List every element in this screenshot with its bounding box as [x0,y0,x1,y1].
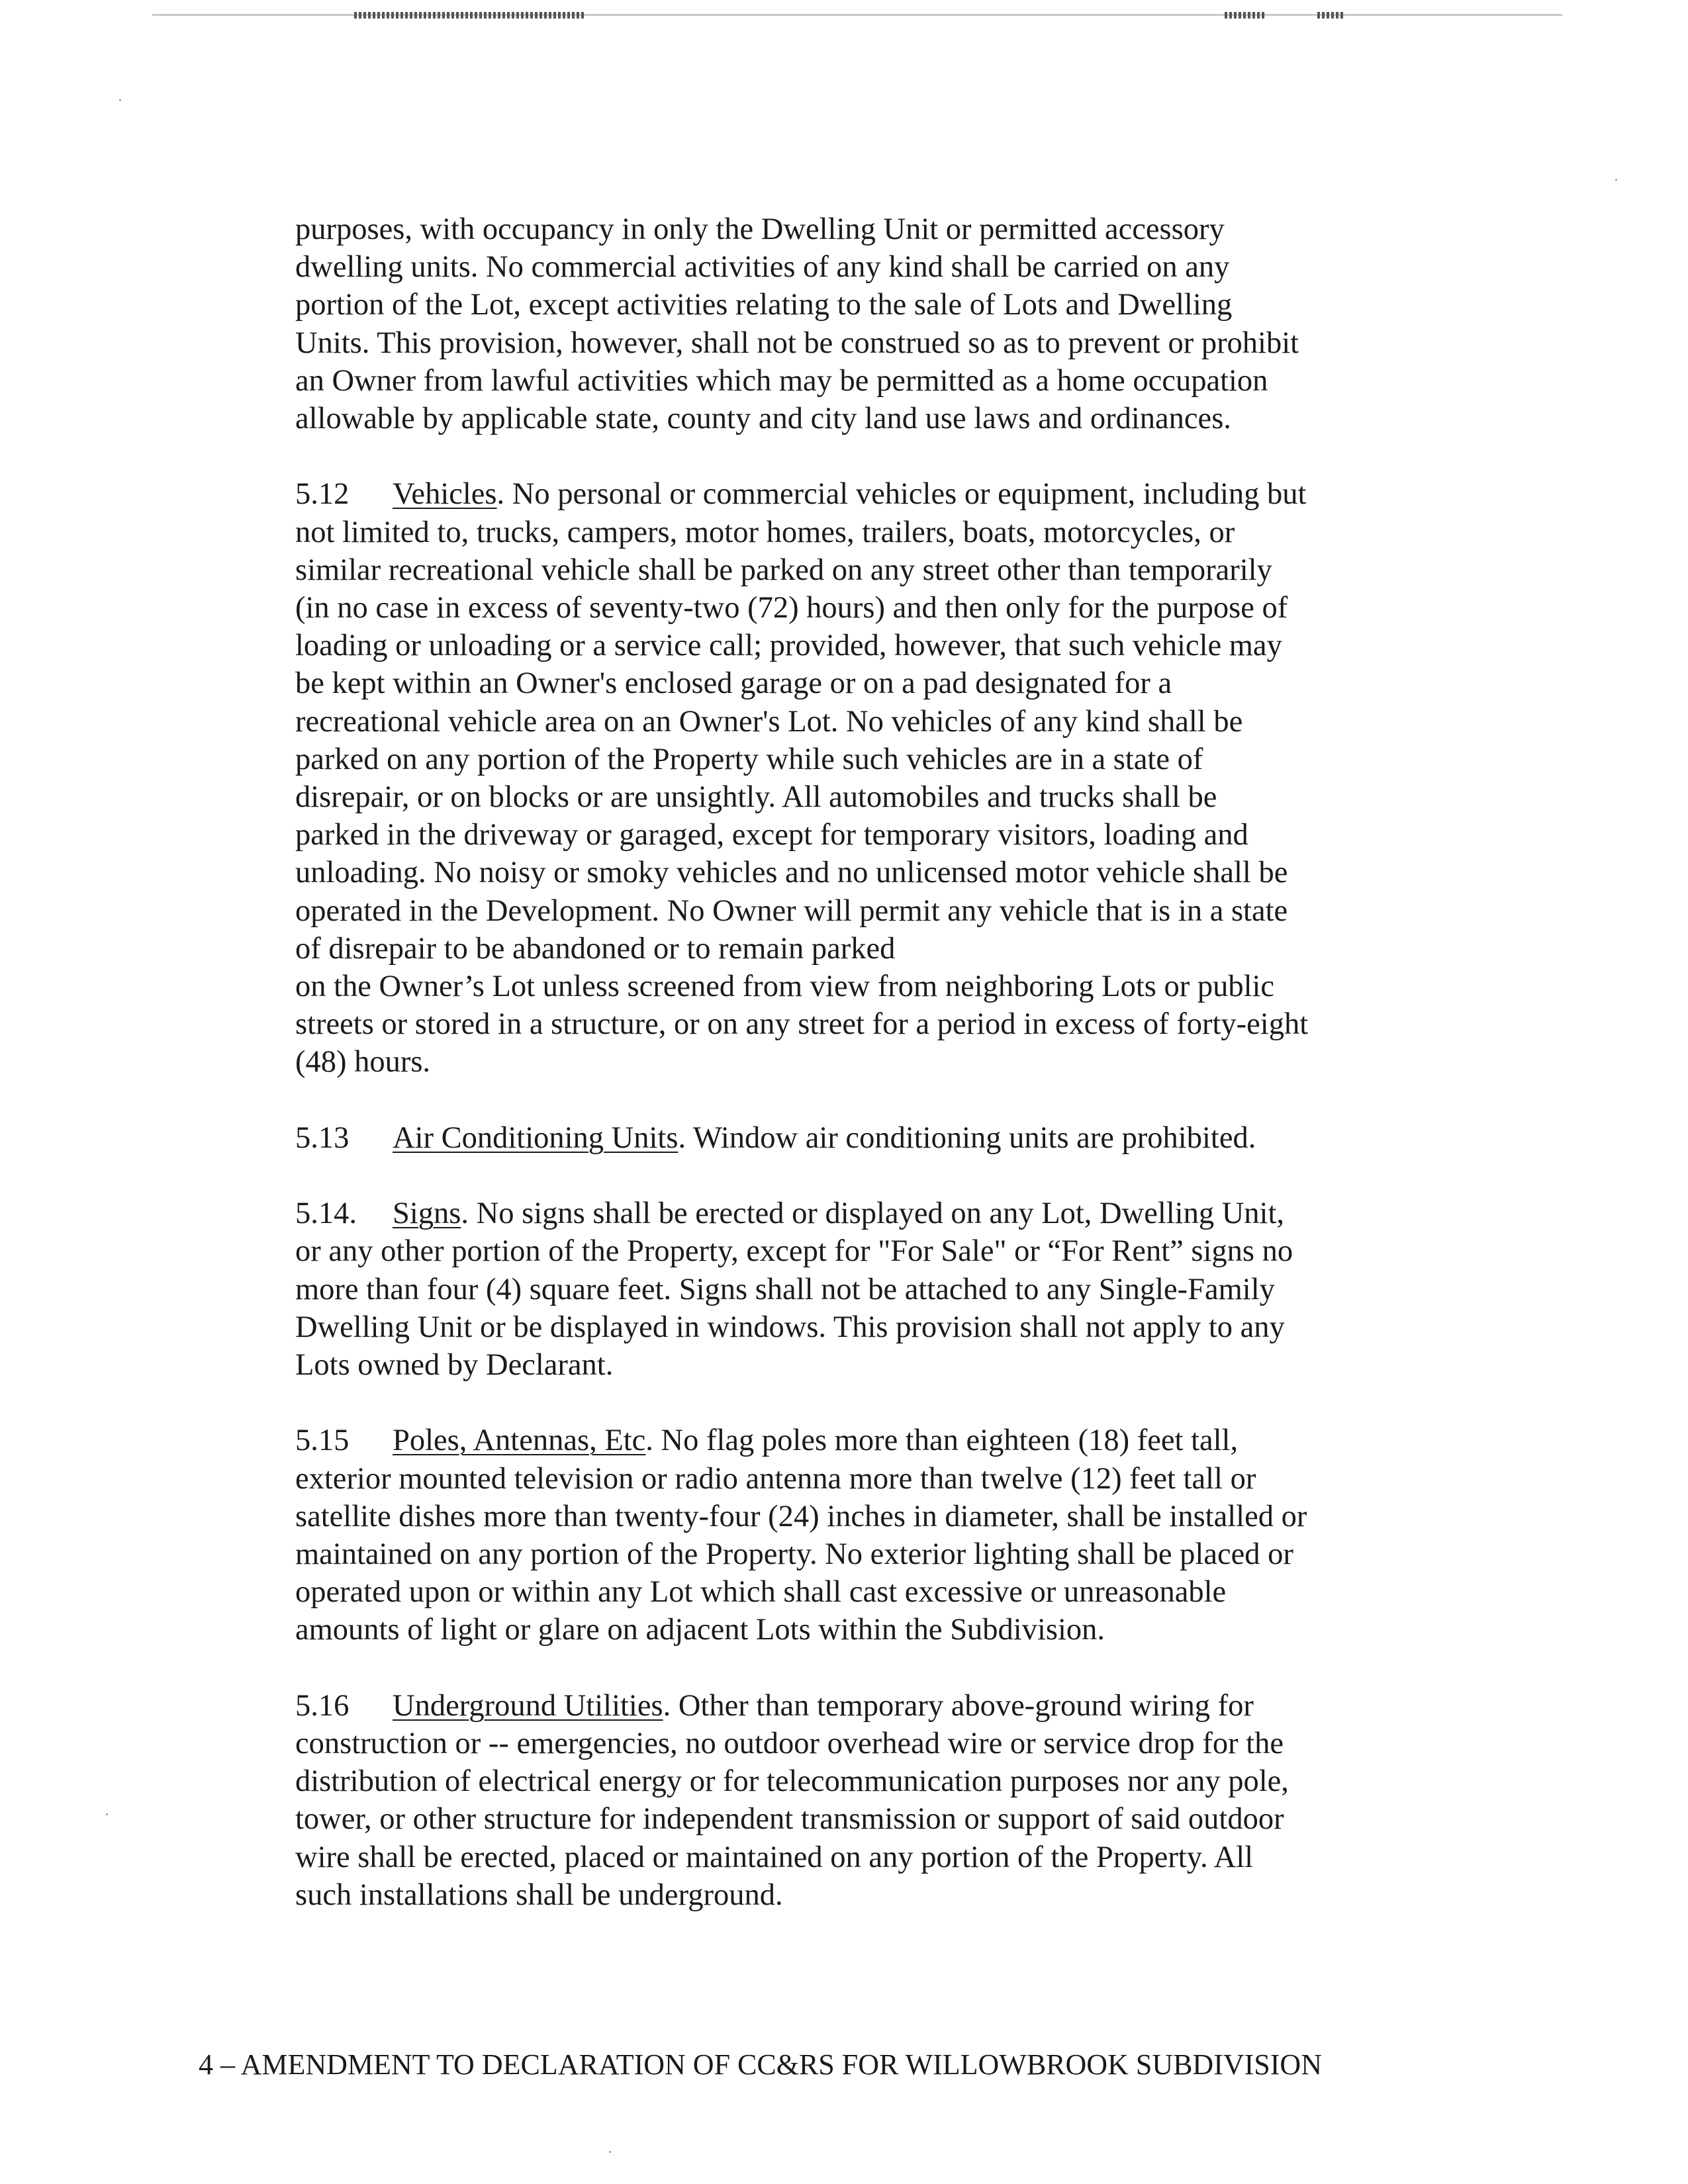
section-underground-utilities [295,1687,1434,1914]
text-line: dwelling units. No commercial activities of any kind shall be carried on any [295,250,1230,285]
section-heading: Poles, Antennas, Etc [393,1424,646,1458]
section-first-line [295,1195,1434,1232]
section-first-line-text: . No flag poles more than eighteen (18) feet tall, [645,1424,1239,1458]
section-heading: Vehicles [393,477,497,512]
text-line: (in no case in excess of seventy-two (72) hours) and then only for the purpose of [295,591,1288,625]
section-vehicles [295,475,1434,1081]
text-line: amounts of light or glare on adjacent Lots within the Subdivision. [295,1613,1105,1647]
text-line: maintained on any portion of the Property. No exterior lighting shall be placed or [295,1537,1293,1572]
section-heading: Underground Utilities [393,1688,663,1723]
text-line: similar recreational vehicle shall be parked on any street other than temporarily [295,553,1272,587]
section-number: 5.12 [295,477,350,512]
text-line: disrepair, or on blocks or are unsightly. All automobiles and trucks shall be [295,780,1217,815]
text-line: streets or stored in a structure, or on any street for a period in excess of forty-eight [295,1007,1309,1042]
section-heading: Air Conditioning Units [393,1120,679,1155]
text-line: not limited to, trucks, campers, motor homes, trailers, boats, motorcycles, or [295,515,1235,549]
scan-speck [1615,179,1617,181]
text-line: loading or unloading or a service call; provided, however, that such vehicle may [295,629,1282,663]
section-poles-antennas [295,1422,1434,1649]
text-line: operated in the Development. No Owner will permit any vehicle that is in a state [295,893,1288,928]
section-number: 5.14. [295,1197,357,1231]
continuation-paragraph [295,210,1434,437]
text-line: exterior mounted television or radio antenna more than twelve (12) feet tall or [295,1461,1256,1496]
scan-artifact-strip [152,12,1562,19]
section-signs [295,1195,1434,1384]
page-footer: 4 – AMENDMENT TO DECLARATION OF CC&RS FOR WILLOWBROOK SUBDIVISION [199,2048,1322,2081]
section-first-line-text: . Window air conditioning units are prohibited. [678,1120,1256,1155]
text-line: be kept within an Owner's enclosed garage or on a pad designated for a [295,666,1172,701]
section-number: 5.15 [295,1424,350,1458]
scan-speck [609,2151,611,2153]
text-line: wire shall be erected, placed or maintained on any portion of the Property. All [295,1840,1254,1874]
text-line: satellite dishes more than twenty-four (24) inches in diameter, shall be installed or [295,1499,1307,1533]
section-first-line [295,1422,1434,1459]
text-line: Lots owned by Declarant. [295,1348,614,1383]
text-line: allowable by applicable state, county and city land use laws and ordinances. [295,402,1231,436]
text-line: more than four (4) square feet. Signs shall not be attached to any Single-Family [295,1272,1275,1306]
text-line: Dwelling Unit or be displayed in windows. This provision shall not apply to any [295,1310,1285,1344]
document-body [295,210,1434,1952]
text-line: on the Owner’s Lot unless screened from view from neighboring Lots or public [295,970,1275,1004]
text-line: Units. This provision, however, shall not be construed so as to prevent or prohibit [295,326,1299,360]
text-line: recreational vehicle area on an Owner's Lot. No vehicles of any kind shall be [295,704,1243,739]
text-line: parked in the driveway or garaged, except for temporary visitors, loading and [295,818,1248,852]
section-number: 5.16 [295,1688,350,1723]
text-line: an Owner from lawful activities which may be permitted as a home occupation [295,363,1268,398]
section-first-line [295,475,1434,513]
scan-speck [119,99,121,101]
section-first-line-text: . No personal or commercial vehicles or equipment, including but [496,477,1307,512]
text-line: (48) hours. [295,1045,431,1079]
text-line: tower, or other structure for independent transmission or support of said outdoor [295,1802,1284,1837]
section-first-line [295,1119,1434,1157]
text-line: portion of the Lot, except activities relating to the sale of Lots and Dwelling [295,288,1233,322]
section-number: 5.13 [295,1120,350,1155]
text-line: such installations shall be underground. [295,1878,783,1912]
section-first-line [295,1687,1434,1725]
text-line: construction or -- emergencies, no outdoor overhead wire or service drop for the [295,1727,1284,1761]
section-heading: Signs [393,1197,461,1231]
text-line: of disrepair to be abandoned or to remain parked [295,931,896,966]
section-first-line-text: . No signs shall be erected or displayed on any Lot, Dwelling Unit, [461,1197,1285,1231]
text-line: distribution of electrical energy or for telecommunication purposes nor any pole, [295,1764,1289,1799]
text-line: parked on any portion of the Property while such vehicles are in a state of [295,742,1203,776]
section-first-line-text: . Other than temporary above-ground wiring for [663,1688,1254,1723]
text-line: unloading. No noisy or smoky vehicles and no unlicensed motor vehicle shall be [295,856,1288,890]
scan-speck [106,1813,108,1815]
section-air-conditioning [295,1119,1434,1157]
text-line: purposes, with occupancy in only the Dwelling Unit or permitted accessory [295,212,1225,246]
text-line: or any other portion of the Property, except for "For Sale" or “For Rent” signs no [295,1234,1293,1269]
text-line: operated upon or within any Lot which shall cast excessive or unreasonable [295,1575,1227,1610]
